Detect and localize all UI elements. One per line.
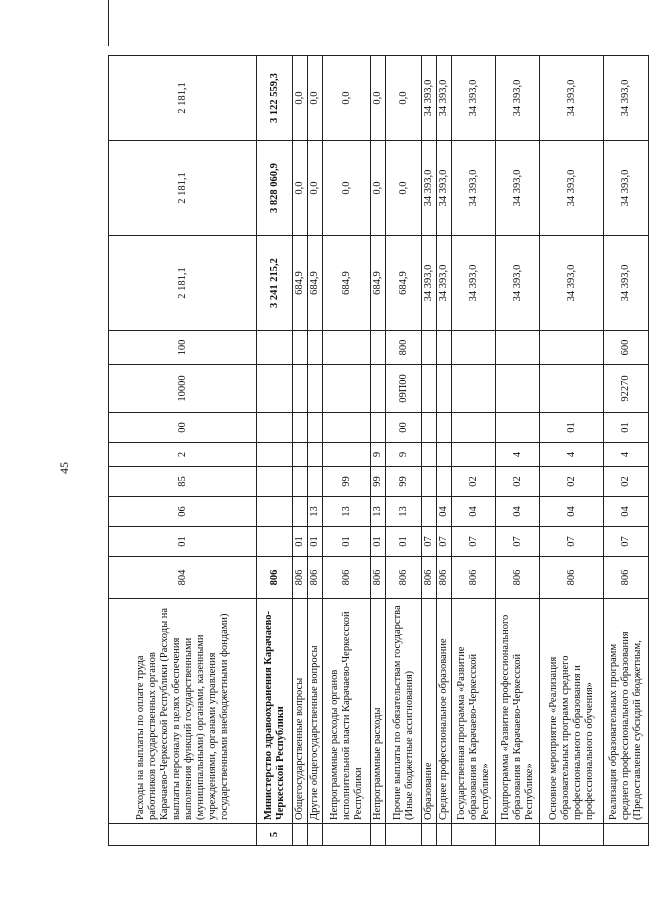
amount-year-1: 34 393,0 [604, 236, 649, 331]
code-program: 02 [604, 467, 649, 497]
code-section: 07 [422, 527, 437, 557]
code-expense-type [540, 331, 604, 365]
amount-year-1: 684,9 [323, 236, 371, 331]
code-section: 01 [109, 527, 257, 557]
code-subsection: 04 [540, 497, 604, 527]
code-program [422, 467, 437, 497]
amount-year-1: 684,9 [308, 236, 323, 331]
table-row [452, 56, 496, 846]
code-event [496, 413, 540, 443]
code-program: 99 [323, 467, 371, 497]
row-index [452, 824, 496, 846]
code-expense-type: 600 [604, 331, 649, 365]
code-subprogram [452, 443, 496, 467]
code-ministry: 806 [371, 557, 386, 599]
table-row [540, 56, 604, 846]
table-row [308, 56, 323, 846]
amount-year-1: 34 393,0 [452, 236, 496, 331]
amount-year-2: 3 828 060,9 [257, 141, 293, 236]
code-program [308, 467, 323, 497]
row-name: Среднее профессиональное образование [437, 599, 452, 824]
code-expense-type: 100 [109, 331, 257, 365]
amount-year-1: 34 393,0 [496, 236, 540, 331]
amount-year-2: 34 393,0 [496, 141, 540, 236]
code-ministry: 806 [452, 557, 496, 599]
code-expense-type [323, 331, 371, 365]
code-subsection: 04 [496, 497, 540, 527]
code-subprogram: 4 [604, 443, 649, 467]
code-program [293, 467, 308, 497]
table-row [323, 56, 371, 846]
code-subprogram [257, 443, 293, 467]
table-row [496, 56, 540, 846]
table-row [293, 56, 308, 846]
amount-year-3: 34 393,0 [496, 56, 540, 141]
code-expense-type: 800 [386, 331, 422, 365]
amount-year-1: 684,9 [371, 236, 386, 331]
amount-year-1: 2 181,1 [109, 236, 257, 331]
code-subsection: 04 [604, 497, 649, 527]
code-ministry: 806 [323, 557, 371, 599]
row-name: Министерство здравоохранения Карачаево-Черкесской Республики [257, 599, 293, 824]
amount-year-2: 0,0 [323, 141, 371, 236]
amount-year-2: 0,0 [293, 141, 308, 236]
row-index [604, 824, 649, 846]
code-expense-type [452, 331, 496, 365]
row-name: Основное мероприятие «Реализация образовательных программ среднего профессионального образования и профессионального обучения» [540, 599, 604, 824]
amount-year-2: 34 393,0 [437, 141, 452, 236]
row-index [496, 824, 540, 846]
code-program [437, 467, 452, 497]
code-expense-type [257, 331, 293, 365]
code-direction: 10000 [109, 365, 257, 413]
code-program [257, 467, 293, 497]
code-section: 07 [540, 527, 604, 557]
code-subprogram [323, 443, 371, 467]
amount-year-3: 34 393,0 [452, 56, 496, 141]
code-direction: 92270 [604, 365, 649, 413]
code-direction [437, 365, 452, 413]
table-row [109, 56, 257, 846]
code-ministry: 806 [540, 557, 604, 599]
code-subprogram: 9 [371, 443, 386, 467]
code-subsection: 04 [437, 497, 452, 527]
code-section: 07 [496, 527, 540, 557]
table-row [257, 56, 293, 846]
code-direction [496, 365, 540, 413]
code-direction [371, 365, 386, 413]
amount-year-1: 34 393,0 [422, 236, 437, 331]
code-ministry: 806 [604, 557, 649, 599]
code-ministry: 806 [257, 557, 293, 599]
code-ministry: 806 [496, 557, 540, 599]
amount-year-3: 0,0 [323, 56, 371, 141]
code-section: 01 [293, 527, 308, 557]
amount-year-2: 0,0 [308, 141, 323, 236]
code-event: 00 [109, 413, 257, 443]
code-subsection: 13 [371, 497, 386, 527]
table-row [604, 56, 649, 846]
code-subprogram [437, 443, 452, 467]
code-event [293, 413, 308, 443]
code-program: 02 [496, 467, 540, 497]
amount-year-2: 34 393,0 [604, 141, 649, 236]
code-direction [293, 365, 308, 413]
code-section: 07 [437, 527, 452, 557]
code-ministry: 806 [437, 557, 452, 599]
code-direction [323, 365, 371, 413]
code-subsection: 13 [308, 497, 323, 527]
code-direction [540, 365, 604, 413]
code-direction [257, 365, 293, 413]
code-ministry: 804 [109, 557, 257, 599]
row-index [293, 824, 308, 846]
amount-year-1: 3 241 215,2 [257, 236, 293, 331]
code-program: 02 [540, 467, 604, 497]
code-ministry: 806 [293, 557, 308, 599]
amount-year-3: 2 181,1 [109, 56, 257, 141]
amount-year-3: 34 393,0 [540, 56, 604, 141]
amount-year-1: 684,9 [386, 236, 422, 331]
amount-year-2: 2 181,1 [109, 141, 257, 236]
code-section: 01 [323, 527, 371, 557]
code-event [452, 413, 496, 443]
code-section: 01 [308, 527, 323, 557]
code-subprogram [308, 443, 323, 467]
code-direction: 09П00 [386, 365, 422, 413]
row-name: Прочие выплаты по обязательствам государства (Иные бюджетные ассигнования) [386, 599, 422, 824]
code-direction [452, 365, 496, 413]
amount-year-3: 0,0 [308, 56, 323, 141]
code-event [437, 413, 452, 443]
amount-year-3: 0,0 [371, 56, 386, 141]
code-event [323, 413, 371, 443]
budget-table-wrapper [108, 56, 643, 846]
row-index: 5 [257, 824, 293, 846]
code-subsection: 13 [386, 497, 422, 527]
code-section [257, 527, 293, 557]
code-ministry: 806 [308, 557, 323, 599]
row-index [109, 824, 257, 846]
amount-year-2: 0,0 [386, 141, 422, 236]
code-direction [422, 365, 437, 413]
code-section: 07 [604, 527, 649, 557]
code-subprogram: 4 [540, 443, 604, 467]
code-event [308, 413, 323, 443]
code-expense-type [293, 331, 308, 365]
code-event: 01 [540, 413, 604, 443]
code-event [371, 413, 386, 443]
code-event [257, 413, 293, 443]
code-subprogram: 2 [109, 443, 257, 467]
code-expense-type [422, 331, 437, 365]
amount-year-3: 34 393,0 [604, 56, 649, 141]
budget-table [108, 55, 649, 846]
row-name: Государственная программа «Развитие образования в Карачаево-Черкесской Республике» [452, 599, 496, 824]
code-program: 85 [109, 467, 257, 497]
amount-year-2: 34 393,0 [452, 141, 496, 236]
code-section: 07 [452, 527, 496, 557]
amount-year-1: 34 393,0 [540, 236, 604, 331]
row-name: Непрограммные расходы органов исполнительной власти Карачаево-Черкесской Республики [323, 599, 371, 824]
row-name: Расходы на выплаты по оплате труда работников государственных органов Карачаево-Черкесской Республики (Расходы на выплаты персоналу в целях обеспечения выполнения функций государственными (муниципальными) органами, казенными учреждениями, органами управления государственными внебюджетными фондами) [109, 599, 257, 824]
table-row [371, 56, 386, 846]
row-index [422, 824, 437, 846]
amount-year-1: 34 393,0 [437, 236, 452, 331]
table-row [386, 56, 422, 846]
amount-year-2: 0,0 [371, 141, 386, 236]
code-ministry: 806 [422, 557, 437, 599]
code-expense-type [308, 331, 323, 365]
page-number: 45 [57, 462, 71, 474]
amount-year-3: 3 122 559,3 [257, 56, 293, 141]
row-index [323, 824, 371, 846]
code-section: 01 [371, 527, 386, 557]
row-name: Общегосударственные вопросы [293, 599, 308, 824]
table-row [437, 56, 452, 846]
code-subsection [422, 497, 437, 527]
code-subprogram: 4 [496, 443, 540, 467]
code-subsection: 13 [323, 497, 371, 527]
row-name: Образование [422, 599, 437, 824]
code-subsection: 04 [452, 497, 496, 527]
code-expense-type [496, 331, 540, 365]
code-subsection [293, 497, 308, 527]
row-name: Другие общегосударственные вопросы [308, 599, 323, 824]
amount-year-3: 34 393,0 [437, 56, 452, 141]
code-subprogram [422, 443, 437, 467]
code-program: 99 [371, 467, 386, 497]
amount-year-1: 684,9 [293, 236, 308, 331]
code-section: 01 [386, 527, 422, 557]
amount-year-2: 34 393,0 [540, 141, 604, 236]
row-name: Реализация образовательных программ среднего профессионального образования (Предоставление субсидий бюджетным, [604, 599, 649, 824]
code-program: 99 [386, 467, 422, 497]
amount-year-3: 0,0 [293, 56, 308, 141]
code-ministry: 806 [386, 557, 422, 599]
amount-year-3: 34 393,0 [422, 56, 437, 141]
table-top-rule [108, 0, 109, 46]
code-subsection: 06 [109, 497, 257, 527]
row-name: Подпрограмма «Развитие профессионального образования в Карачаево-Черкесской Республике» [496, 599, 540, 824]
row-index [540, 824, 604, 846]
amount-year-2: 34 393,0 [422, 141, 437, 236]
code-event [422, 413, 437, 443]
row-name: Непрограммные расходы [371, 599, 386, 824]
code-subprogram: 9 [386, 443, 422, 467]
row-index [437, 824, 452, 846]
code-direction [308, 365, 323, 413]
code-event: 01 [604, 413, 649, 443]
row-index [386, 824, 422, 846]
code-event: 00 [386, 413, 422, 443]
row-index [371, 824, 386, 846]
code-expense-type [437, 331, 452, 365]
code-expense-type [371, 331, 386, 365]
code-subprogram [293, 443, 308, 467]
amount-year-3: 0,0 [386, 56, 422, 141]
table-row [422, 56, 437, 846]
code-subsection [257, 497, 293, 527]
code-program: 02 [452, 467, 496, 497]
row-index [308, 824, 323, 846]
